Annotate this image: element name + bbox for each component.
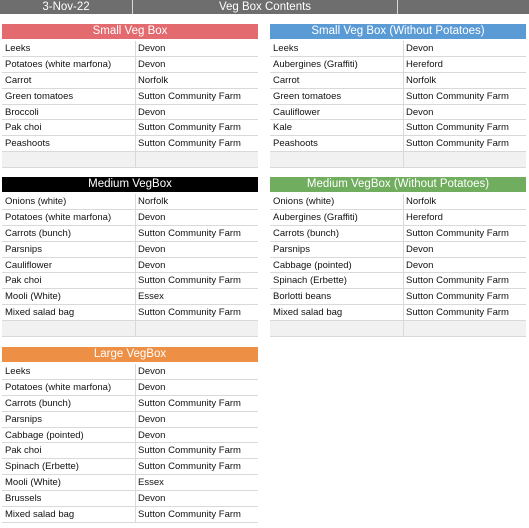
table-row[interactable] [2, 396, 258, 412]
item-origin-cell[interactable]: Sutton Community Farm [406, 227, 509, 239]
large-box-table [2, 347, 258, 523]
item-name-cell[interactable]: Green tomatoes [5, 90, 74, 102]
item-origin-cell[interactable]: Sutton Community Farm [406, 122, 509, 134]
item-name-cell[interactable]: Spinach (Erbette) [273, 275, 347, 287]
table-row[interactable] [270, 289, 526, 305]
item-name-cell[interactable]: Pak choi [5, 122, 42, 134]
item-origin-cell[interactable]: Hereford [406, 211, 443, 223]
table-row[interactable] [270, 152, 526, 168]
item-origin-cell[interactable]: Sutton Community Farm [138, 307, 241, 319]
table-row[interactable] [2, 194, 258, 210]
item-name-cell[interactable]: Borlotti beans [273, 291, 332, 303]
item-origin-cell[interactable]: Sutton Community Farm [406, 307, 509, 319]
table-row[interactable] [270, 57, 526, 73]
medium-box-table [2, 177, 258, 337]
table-row[interactable] [2, 491, 258, 507]
table-row[interactable] [2, 459, 258, 475]
item-origin-cell[interactable]: Devon [138, 106, 166, 118]
box-title[interactable]: Small Veg Box (Without Potatoes) [270, 24, 526, 39]
item-name-cell[interactable]: Leeks [5, 366, 31, 377]
table-row[interactable] [2, 258, 258, 274]
item-origin-cell[interactable]: Norfolk [406, 74, 437, 86]
item-name-cell[interactable]: Carrots (bunch) [5, 397, 71, 409]
item-name-cell[interactable]: Parsnips [273, 243, 310, 255]
box-title[interactable]: Medium VegBox (Without Potatoes) [270, 177, 526, 192]
item-name-cell[interactable]: Mixed salad bag [273, 307, 343, 319]
table-row[interactable] [2, 428, 258, 444]
item-origin-cell[interactable]: Devon [138, 43, 166, 54]
table-row[interactable] [2, 273, 258, 289]
item-origin-cell[interactable]: Devon [138, 259, 166, 271]
item-name-cell[interactable]: Green tomatoes [273, 90, 342, 102]
item-name-cell[interactable]: Potatoes (white marfona) [5, 58, 112, 70]
item-name-cell[interactable]: Aubergines (Graffiti) [273, 58, 358, 70]
item-origin-cell[interactable]: Sutton Community Farm [138, 227, 241, 239]
item-name-cell[interactable]: Cabbage (pointed) [5, 429, 84, 441]
item-origin-cell[interactable]: Devon [138, 58, 166, 70]
item-origin-cell[interactable]: Sutton Community Farm [406, 291, 509, 303]
item-origin-cell[interactable]: Devon [138, 243, 166, 255]
table-row[interactable] [270, 321, 526, 337]
table-row[interactable] [2, 41, 258, 57]
item-origin-cell[interactable]: Devon [406, 243, 434, 255]
item-name-cell[interactable]: Mixed salad bag [5, 509, 75, 521]
table-row[interactable] [2, 210, 258, 226]
title-cell[interactable]: Veg Box Contents [133, 0, 398, 14]
empty-header-cell[interactable] [398, 0, 529, 14]
table-row[interactable] [2, 73, 258, 89]
item-origin-cell[interactable]: Hereford [406, 58, 443, 70]
item-origin-cell[interactable]: Sutton Community Farm [138, 275, 241, 287]
table-row[interactable] [2, 380, 258, 396]
item-origin-cell[interactable]: Norfolk [138, 196, 169, 207]
table-row[interactable] [2, 305, 258, 321]
item-name-cell[interactable]: Leeks [273, 43, 299, 54]
item-origin-cell[interactable]: Norfolk [406, 196, 437, 207]
item-name-cell[interactable]: Carrots (bunch) [5, 227, 71, 239]
table-row[interactable] [2, 321, 258, 337]
small-without-potatoes-box-table [270, 24, 526, 168]
item-origin-cell[interactable]: Devon [138, 413, 166, 425]
table-row[interactable] [2, 443, 258, 459]
item-name-cell[interactable]: Kale [273, 122, 293, 134]
item-origin-cell[interactable]: Essex [138, 291, 164, 303]
table-row[interactable] [270, 194, 526, 210]
table-row[interactable] [2, 89, 258, 105]
table-row[interactable] [270, 210, 526, 226]
item-name-cell[interactable]: Cabbage (pointed) [273, 259, 352, 271]
item-origin-cell[interactable]: Sutton Community Farm [406, 90, 509, 102]
box-title[interactable]: Small Veg Box [2, 24, 258, 39]
table-row[interactable] [270, 305, 526, 321]
item-name-cell[interactable]: Onions (white) [273, 196, 335, 207]
table-row[interactable] [270, 242, 526, 258]
item-origin-cell[interactable]: Devon [406, 43, 434, 54]
item-origin-cell[interactable]: Devon [138, 493, 166, 505]
table-row[interactable] [270, 41, 526, 57]
item-name-cell[interactable]: Peashoots [5, 138, 50, 150]
item-origin-cell[interactable]: Sutton Community Farm [138, 122, 241, 134]
item-name-cell[interactable]: Mooli (White) [5, 291, 61, 303]
item-name-cell[interactable]: Mixed salad bag [5, 307, 75, 319]
table-row[interactable] [270, 89, 526, 105]
table-row[interactable] [2, 412, 258, 428]
item-origin-cell[interactable]: Sutton Community Farm [138, 397, 241, 409]
sheet-header-bar [0, 0, 529, 14]
item-name-cell[interactable]: Leeks [5, 43, 31, 54]
table-row[interactable] [270, 136, 526, 152]
table-row[interactable] [2, 289, 258, 305]
table-row[interactable] [2, 120, 258, 136]
item-name-cell[interactable]: Onions (white) [5, 196, 67, 207]
item-origin-cell[interactable]: Devon [406, 259, 434, 271]
item-name-cell[interactable]: Potatoes (white marfona) [5, 211, 112, 223]
table-row[interactable] [2, 152, 258, 168]
table-row[interactable] [270, 105, 526, 121]
table-row[interactable] [2, 105, 258, 121]
date-cell[interactable]: 3-Nov-22 [0, 0, 133, 14]
item-origin-cell[interactable]: Essex [138, 477, 164, 489]
table-row[interactable] [2, 136, 258, 152]
table-row[interactable] [2, 475, 258, 491]
small-box-table [2, 24, 258, 168]
box-title[interactable]: Large VegBox [2, 347, 258, 362]
item-name-cell[interactable]: Carrot [273, 74, 300, 86]
item-name-cell[interactable]: Carrots (bunch) [273, 227, 339, 239]
table-row[interactable] [270, 73, 526, 89]
item-name-cell[interactable]: Mooli (White) [5, 477, 61, 489]
medium-without-potatoes-box-table [270, 177, 526, 337]
item-origin-cell[interactable]: Norfolk [138, 74, 169, 86]
item-origin-cell[interactable]: Sutton Community Farm [138, 138, 241, 150]
item-origin-cell[interactable]: Sutton Community Farm [138, 509, 241, 521]
item-origin-cell[interactable]: Devon [138, 429, 166, 441]
table-row[interactable] [2, 507, 258, 523]
item-name-cell[interactable]: Potatoes (white marfona) [5, 381, 112, 393]
table-row[interactable] [270, 273, 526, 289]
item-name-cell[interactable]: Spinach (Erbette) [5, 461, 79, 473]
table-row[interactable] [270, 120, 526, 136]
table-row[interactable] [2, 364, 258, 380]
item-origin-cell[interactable]: Devon [138, 381, 166, 393]
item-origin-cell[interactable]: Devon [138, 366, 166, 377]
item-name-cell[interactable]: Pak choi [5, 445, 42, 457]
item-name-cell[interactable]: Parsnips [5, 243, 42, 255]
table-row[interactable] [2, 242, 258, 258]
item-name-cell[interactable]: Carrot [5, 74, 32, 86]
item-origin-cell[interactable]: Devon [406, 106, 434, 118]
item-origin-cell[interactable]: Sutton Community Farm [138, 461, 241, 473]
item-name-cell[interactable]: Brussels [5, 493, 42, 505]
item-origin-cell[interactable]: Sutton Community Farm [138, 90, 241, 102]
item-origin-cell[interactable]: Sutton Community Farm [406, 138, 509, 150]
item-name-cell[interactable]: Broccoli [5, 106, 39, 118]
box-title[interactable]: Medium VegBox [2, 177, 258, 192]
item-name-cell[interactable]: Cauliflower [273, 106, 320, 118]
item-name-cell[interactable]: Aubergines (Graffiti) [273, 211, 358, 223]
table-row[interactable] [2, 57, 258, 73]
item-name-cell[interactable]: Parsnips [5, 413, 42, 425]
item-origin-cell[interactable]: Sutton Community Farm [138, 445, 241, 457]
table-row[interactable] [270, 226, 526, 242]
item-origin-cell[interactable]: Sutton Community Farm [406, 275, 509, 287]
item-name-cell[interactable]: Peashoots [273, 138, 318, 150]
item-origin-cell[interactable]: Devon [138, 211, 166, 223]
item-name-cell[interactable]: Pak choi [5, 275, 42, 287]
table-row[interactable] [270, 258, 526, 274]
table-row[interactable] [2, 226, 258, 242]
item-name-cell[interactable]: Cauliflower [5, 259, 52, 271]
